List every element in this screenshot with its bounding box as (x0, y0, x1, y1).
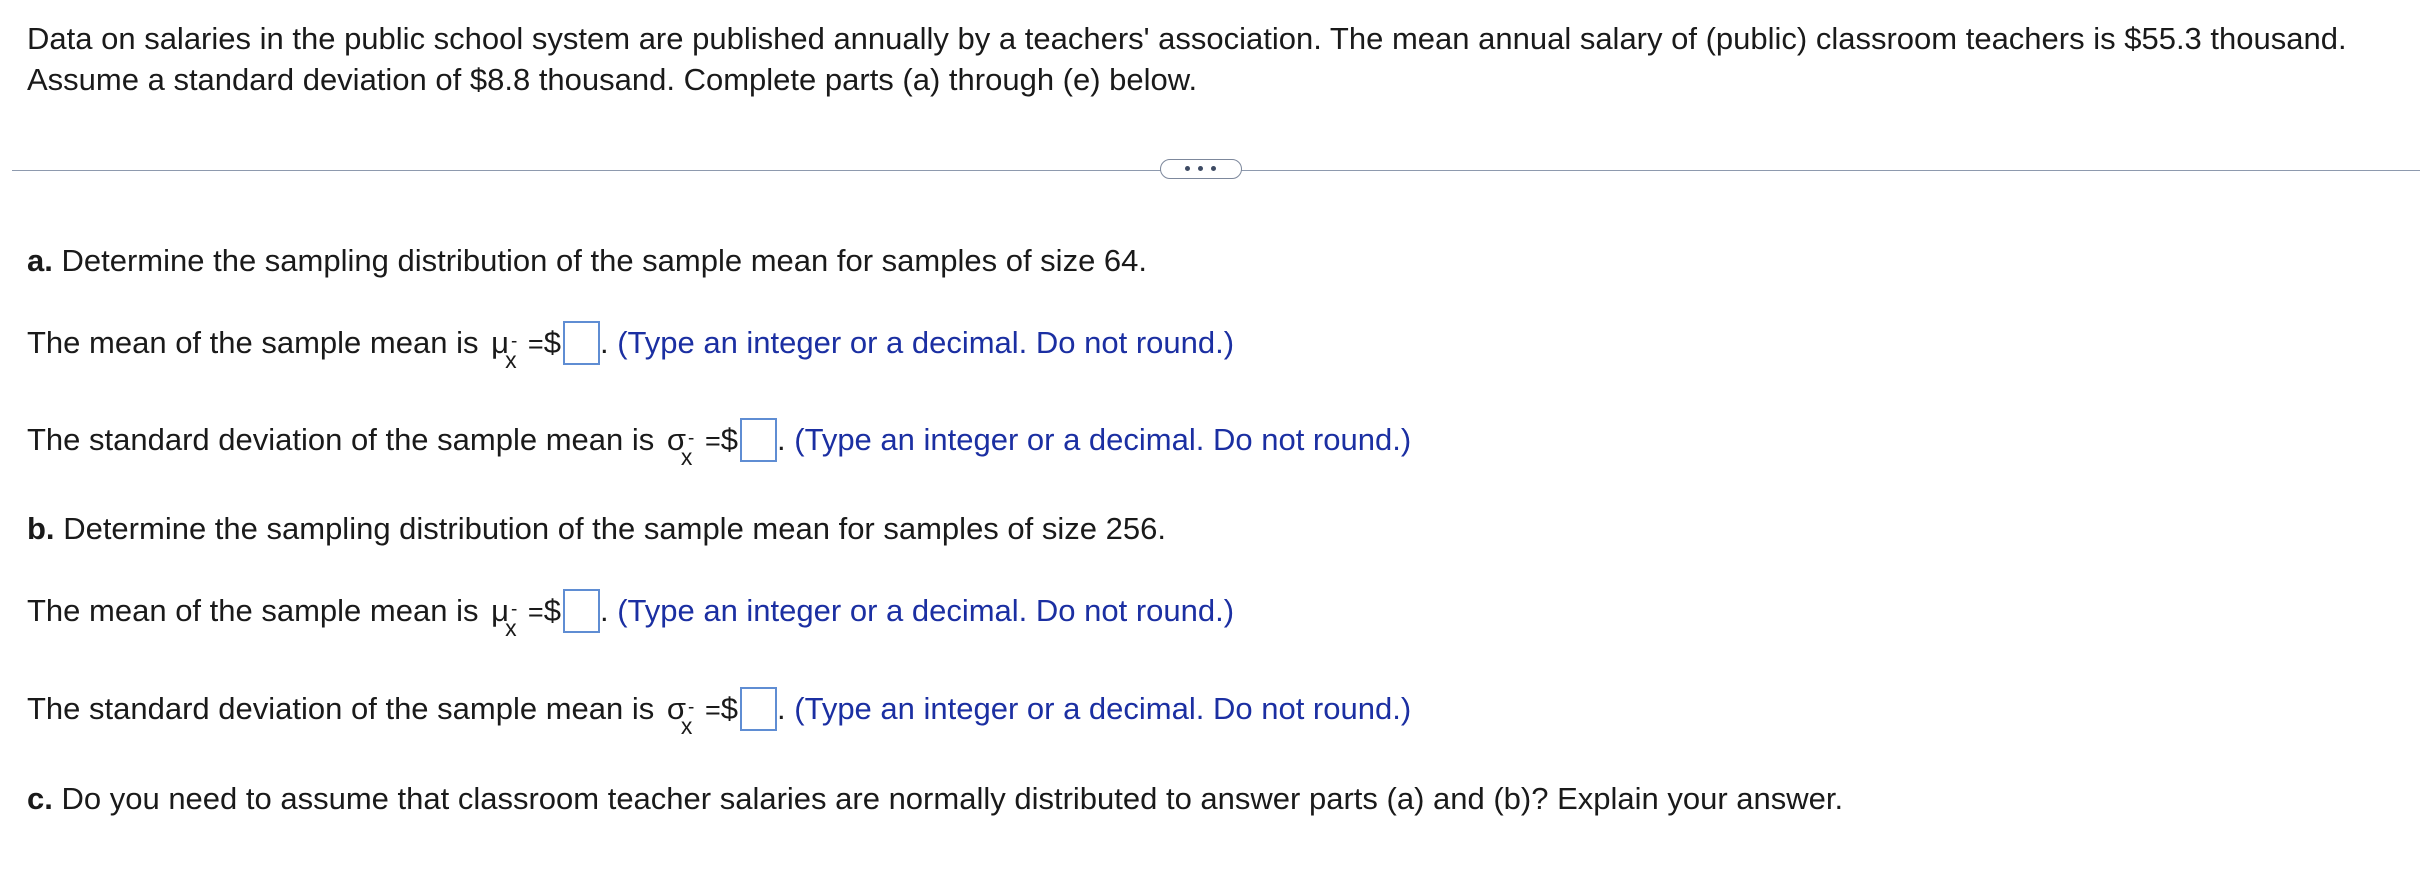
period: . (599, 593, 609, 628)
part-b-label: b. (27, 511, 55, 546)
more-horizontal-icon (1185, 166, 1190, 171)
mean-label: The mean of the sample mean is (27, 325, 479, 360)
sd-symbol: σ - x (666, 422, 695, 470)
equals-sign: = (704, 695, 721, 725)
period: . (777, 691, 786, 726)
equals-sign: = (527, 597, 544, 627)
part-b-mean-input[interactable] (563, 589, 600, 633)
more-horizontal-icon (1198, 166, 1203, 171)
part-c-label: c. (27, 781, 53, 816)
more-horizontal-icon (1211, 166, 1216, 171)
part-a-sd-row (27, 418, 1412, 470)
period: . (777, 422, 786, 457)
currency-sign: $ (543, 593, 561, 628)
part-a-mean-row (27, 321, 1235, 373)
problem-statement: Data on salaries in the public school system are published annually by a teachers' association. The mean annual salary of (public) classroom teachers is $55.3 thousand. Assume a standard deviation of $8.8 thousand. Complete parts (a) through (e) below. (27, 21, 2347, 97)
part-a-prompt (27, 241, 1147, 281)
part-a-text: Determine the sampling distribution of the sample mean for samples of size 64. (61, 243, 1148, 278)
input-hint: (Type an integer or a decimal. Do not round.) (794, 422, 1412, 457)
part-c-prompt (27, 779, 1843, 819)
period: . (599, 325, 609, 360)
more-options-button[interactable] (1160, 159, 1242, 179)
equals-sign: = (704, 426, 721, 456)
mean-symbol: μ - x (491, 325, 518, 373)
part-c-text: Do you need to assume that classroom teacher salaries are normally distributed to answer parts (a) and (b)? Explain your answer. (61, 781, 1844, 816)
part-a-mean-input[interactable] (563, 321, 600, 365)
currency-sign: $ (543, 325, 561, 360)
part-b-mean-row (27, 589, 1235, 641)
sd-symbol: σ - x (666, 691, 695, 739)
mean-symbol: μ - x (491, 593, 518, 641)
currency-sign: $ (720, 691, 739, 726)
sd-label: The standard deviation of the sample mean is (27, 691, 655, 726)
currency-sign: $ (720, 422, 739, 457)
input-hint: (Type an integer or a decimal. Do not round.) (617, 593, 1235, 628)
sd-label: The standard deviation of the sample mean is (27, 422, 655, 457)
equals-sign: = (527, 329, 544, 359)
part-a-sd-input[interactable] (740, 418, 777, 462)
input-hint: (Type an integer or a decimal. Do not round.) (617, 325, 1235, 360)
part-b-sd-row (27, 687, 1412, 739)
input-hint: (Type an integer or a decimal. Do not round.) (794, 691, 1412, 726)
part-b-text: Determine the sampling distribution of the sample mean for samples of size 256. (63, 511, 1166, 546)
mean-label: The mean of the sample mean is (27, 593, 479, 628)
part-b-prompt (27, 509, 1166, 549)
part-a-label: a. (27, 243, 53, 278)
part-b-sd-input[interactable] (740, 687, 777, 731)
